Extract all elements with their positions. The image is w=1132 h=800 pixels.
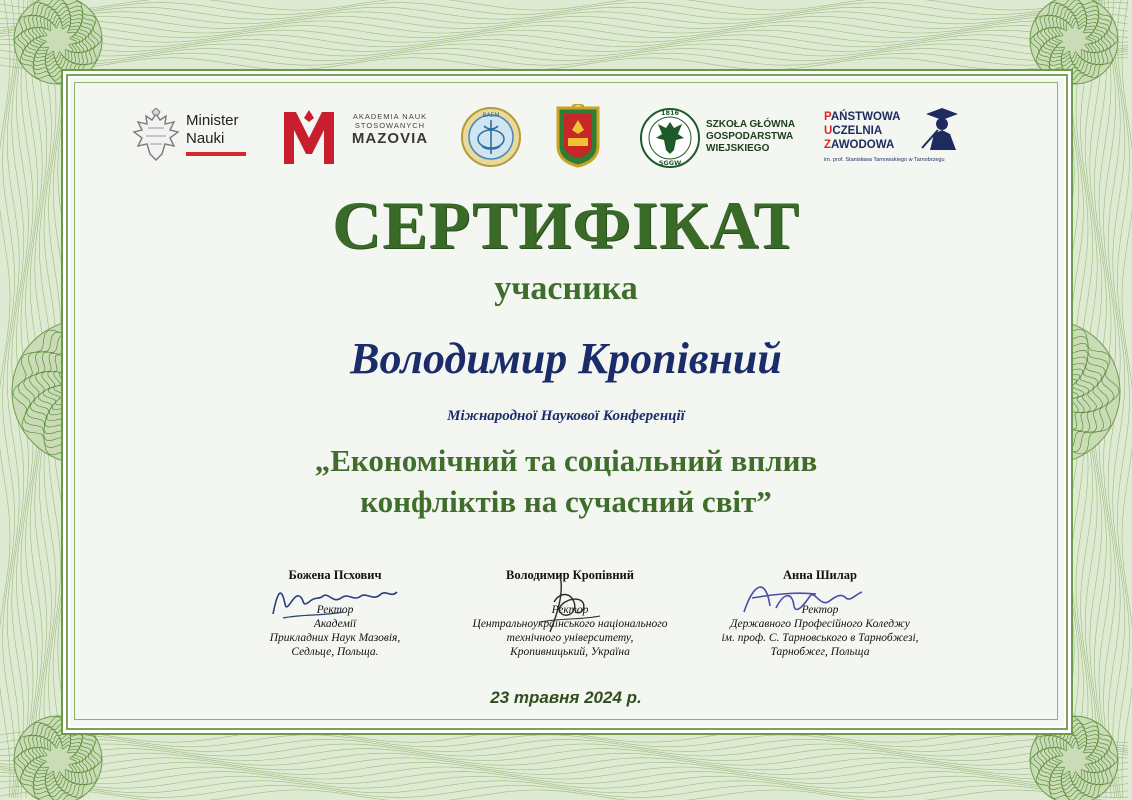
mazovia-big: MAZOVIA (351, 130, 429, 147)
baem-seal-logo (460, 100, 530, 176)
sggw-year: 1816 (660, 109, 680, 117)
mazovia-small-2: STOSOWANYCH (354, 121, 426, 130)
signature-block-1 (215, 568, 455, 659)
graduate-figure-icon (918, 104, 964, 154)
signatory-1-line-1: Ректор (316, 604, 354, 616)
logo-row (120, 100, 1010, 176)
sggw-seal-icon (640, 106, 700, 170)
topic-line-2: конфліктів на сучасний світ” (360, 484, 772, 519)
signatory-2-line-2: Центральноукраїнського національного (472, 618, 668, 630)
baem-seal-icon (460, 106, 522, 168)
sggw-logo (640, 100, 810, 176)
signatory-3-line-3: ім. проф. С. Тарновського в Тарнобжезі, (721, 632, 919, 644)
signature-block-2 (450, 568, 690, 659)
minister-line-2: Nauki (186, 130, 225, 147)
puz-letter-p: P (824, 111, 831, 123)
signatory-2-name: Володимир Кропівний (506, 568, 634, 582)
signatory-3-line-2: Державного Професійного Коледжу (730, 618, 910, 630)
puz-line-3: AWODOWA (831, 139, 895, 151)
signatory-2-line-1: Ректор (551, 604, 589, 616)
eagle-icon (132, 108, 180, 168)
mazovia-emblem-icon (282, 108, 336, 168)
puz-line-4: im. prof. Stanisława Tarnowskiego w Tarnobrzegu (824, 157, 945, 163)
sggw-line-3: WIEJSKIEGO (706, 143, 770, 154)
certificate-title: СЕРТИФІКАТ (332, 187, 800, 263)
puz-logo (824, 100, 984, 176)
mazovia-logo (282, 100, 432, 176)
puz-line-1: AŃSTWOWA (830, 111, 901, 123)
sggw-line-2: GOSPODARSTWA (706, 131, 794, 142)
conference-label: Міжнародної Наукової Конференції (447, 408, 685, 424)
puz-letter-z: Z (824, 139, 832, 151)
signatory-3-line-4: Тарнобжег, Польща (770, 646, 870, 658)
university-shield-logo (556, 100, 606, 176)
signatory-2-line-3: технічного університету, (506, 632, 634, 644)
sggw-abbr: SGGW (658, 159, 682, 167)
baem-label: BAEM (482, 112, 500, 119)
certificate-subtitle: учасника (494, 270, 638, 307)
certificate-date: 23 травня 2024 р. (490, 688, 642, 707)
signatory-1-line-2: Академії (313, 618, 357, 630)
minister-line-1: Minister (186, 112, 239, 129)
minister-red-bar (186, 152, 246, 156)
mazovia-small-1: AKADEMIA NAUK (352, 112, 428, 121)
signatory-1-line-4: Седльце, Польща. (291, 646, 379, 658)
signatory-2-line-4: Кропивницький, Україна (510, 646, 630, 658)
puz-line-2: CZELNIA (832, 125, 883, 137)
sggw-line-1: SZKOŁA GŁÓWNA (706, 119, 796, 130)
signature-block-3 (700, 568, 940, 659)
signatory-1-line-3: Прикладних Наук Мазовія, (269, 632, 401, 644)
university-shield-icon (556, 104, 600, 168)
topic-line-1: „Економічний та соціальний вплив (314, 443, 818, 478)
puz-letter-u: U (824, 125, 833, 137)
minister-nauki-logo (132, 100, 252, 176)
conference-topic (0, 440, 1132, 522)
participant-name: Володимир Кропівний (350, 334, 782, 383)
signatory-1-name: Божена Псхович (288, 568, 382, 582)
signatory-3-line-1: Ректор (801, 604, 839, 616)
signatory-3-name: Анна Шилар (783, 568, 857, 582)
